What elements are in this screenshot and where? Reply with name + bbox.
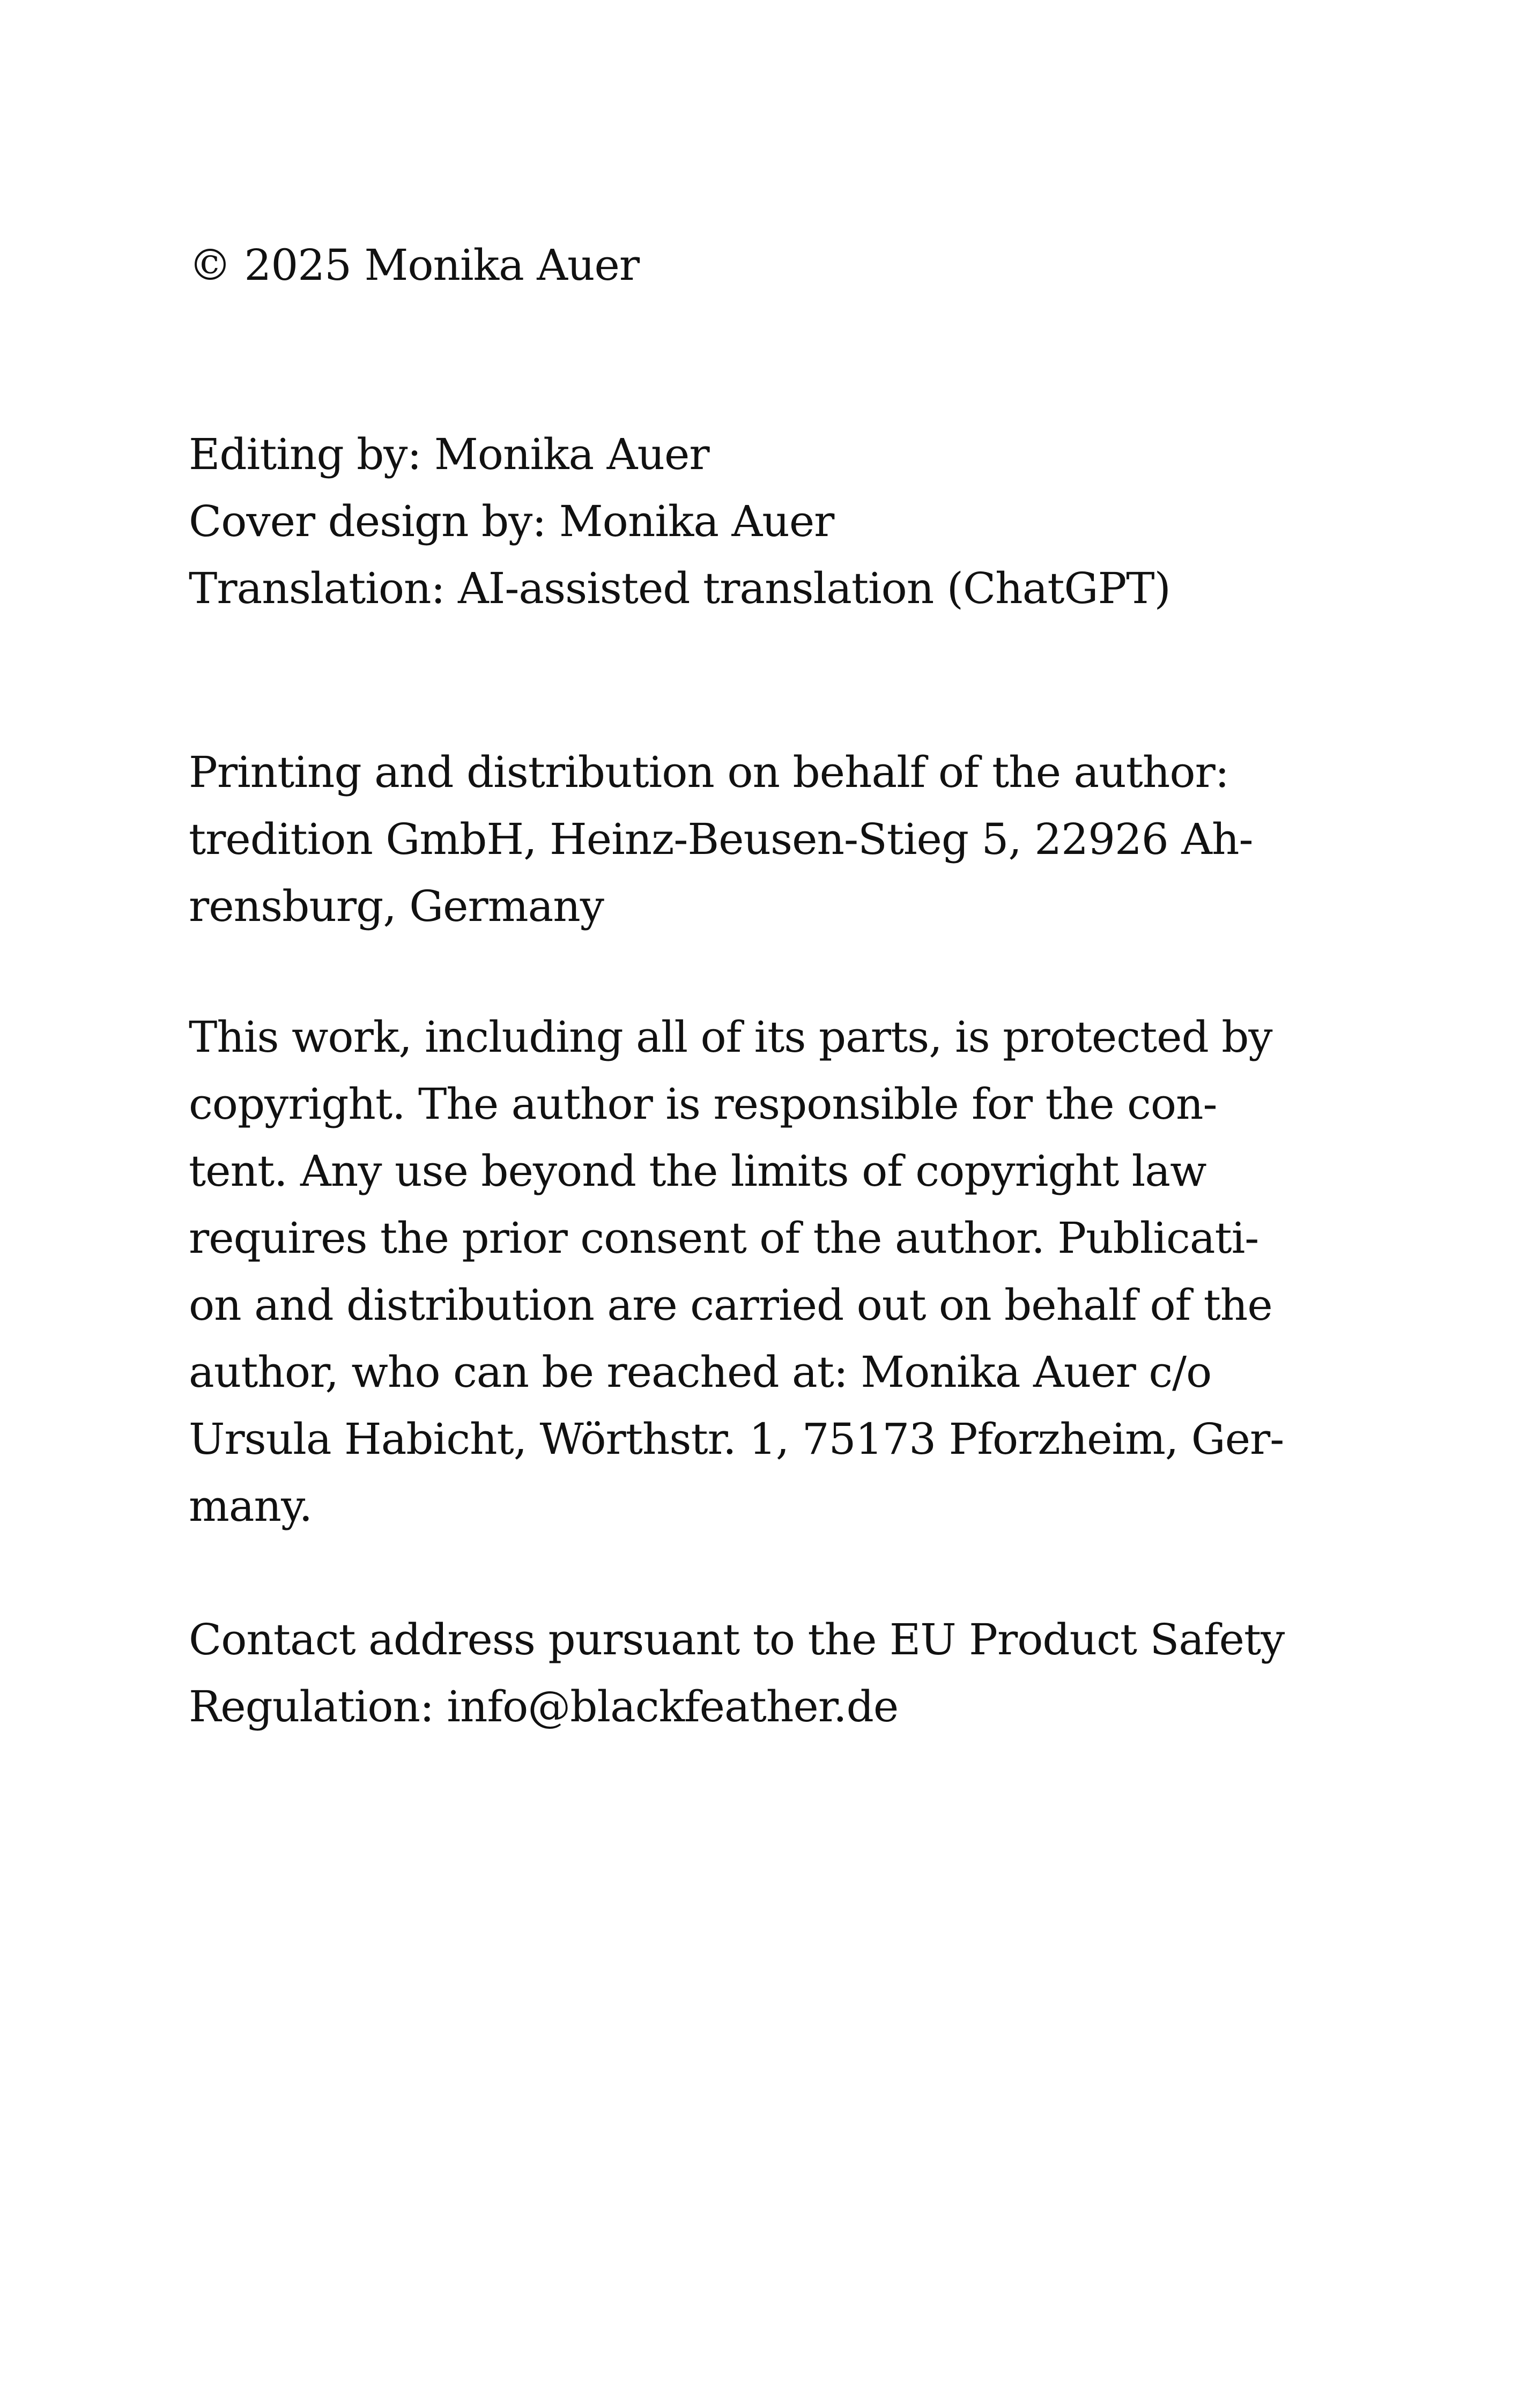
copyright-line: © 2025 Monika Auer bbox=[189, 240, 640, 290]
cover-design-credit: Cover design by: Monika Auer bbox=[189, 496, 834, 546]
legal-line: This work, including all of its parts, is protected by bbox=[189, 1012, 1272, 1062]
legal-line: requires the prior consent of the author. Publicati- bbox=[189, 1213, 1259, 1263]
legal-line: Ursula Habicht, Wörthstr. 1, 75173 Pforzheim, Ger- bbox=[189, 1414, 1284, 1464]
legal-line: tent. Any use beyond the limits of copyright law bbox=[189, 1146, 1206, 1196]
editing-credit: Editing by: Monika Auer bbox=[189, 429, 709, 479]
contact-line: Regulation: info@blackfeather.de bbox=[189, 1682, 899, 1731]
contact-line: Contact address pursuant to the EU Product Safety bbox=[189, 1615, 1285, 1664]
printing-line: rensburg, Germany bbox=[189, 881, 604, 931]
credits-section bbox=[189, 421, 1347, 622]
contact-section bbox=[189, 1606, 1347, 1740]
legal-line: many. bbox=[189, 1481, 313, 1531]
printing-line: tredition GmbH, Heinz-Beusen-Stieg 5, 22926 Ah- bbox=[189, 814, 1253, 864]
legal-notice-section bbox=[189, 1004, 1347, 1540]
printing-distribution-section bbox=[189, 739, 1347, 940]
legal-line: copyright. The author is responsible for the con- bbox=[189, 1079, 1217, 1129]
copyright-notice bbox=[189, 232, 1347, 299]
translation-credit: Translation: AI-assisted translation (ChatGPT) bbox=[189, 563, 1170, 613]
legal-line: on and distribution are carried out on behalf of the bbox=[189, 1280, 1272, 1330]
legal-line: author, who can be reached at: Monika Auer c/o bbox=[189, 1347, 1212, 1397]
printing-line: Printing and distribution on behalf of the author: bbox=[189, 747, 1229, 797]
